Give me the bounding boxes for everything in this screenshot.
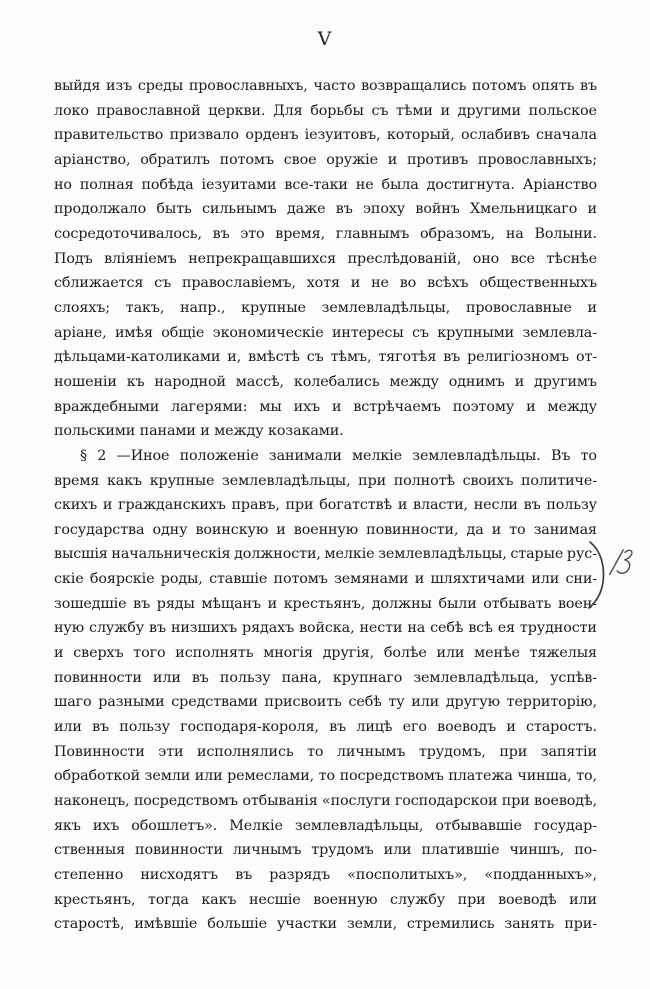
text-line: сосредоточивалось, въ это время, главнымъ образомъ, на Волыни. [54, 225, 597, 242]
text-line: наконецъ, посредствомъ отбыванія «послуги господарскои при воеводѣ, [54, 793, 597, 810]
text-line: государства одну воинскую и военную повинности, да и то занимая [54, 521, 597, 538]
text-block [54, 74, 597, 942]
text-line: выйдя изъ среды провославныхъ, часто возвращались потомъ опять въ [54, 78, 597, 94]
text-line: крестьянъ, тогда какъ несшіе военную службу при воеводѣ или [54, 891, 597, 908]
text-line: Подъ вліяніемъ непрекращавшихся преслѣдованій, оно все тѣснѣе [54, 250, 597, 267]
page-number: V [317, 28, 334, 50]
text-line: время какъ крупные землевладѣльцы, при полнотѣ своихъ политиче- [54, 472, 597, 489]
text-line: Повинности эти исполнялись то личнымъ трудомъ, при запятіи [54, 743, 597, 760]
text-line: скіе боярскіе роды, ставшіе потомъ земянами и шляхтичами или сни- [54, 571, 597, 588]
text-line: аріане, имѣя общіе экономическіе интересы съ крупными землевла- [54, 324, 597, 341]
text-line: ную службу въ низшихъ рядахъ войска, нести на себѣ всѣ ея трудности [54, 620, 597, 637]
text-line: повинности или въ пользу пана, крупнаго землевладѣльца, успѣв- [54, 669, 597, 686]
text-line: § 2 —Иное положеніе занимали мелкіе землевладѣльцы. Въ то [80, 447, 597, 464]
text-line: аріанство, обратилъ потомъ свое оружіе и противъ провославныхъ; [54, 151, 597, 168]
text-line: правительство призвало орденъ іезуитовъ, который, ослабивъ сначала [54, 127, 597, 144]
text-line: старостѣ, имѣвшіе большіе участки земли, стремились занять при- [54, 916, 597, 933]
text-line: польскими панами и между козаками. [54, 423, 344, 440]
text-line: и сверхъ того исполнять многія другія, болѣе или менѣе тяжелыя [54, 645, 597, 662]
text-line: слояхъ; такъ, напр., крупные землевладѣльцы, провославные и [54, 299, 597, 316]
text-line: зошедшіе въ ряды мѣщанъ и крестьянъ, должны были отбывать воен- [54, 595, 597, 612]
text-line: враждебными лагерями: мы ихъ и встрѣчаемъ поэтому и между [54, 398, 597, 415]
text-line: скихъ и гражданскихъ правъ, при богатствѣ и власти, несли въ пользу [54, 497, 597, 514]
text-line: ношеніи къ народной массѣ, колебались между однимъ и другимъ [54, 373, 597, 390]
text-line: сближается съ православіемъ, хотя и не во всѣхъ общественныхъ [54, 275, 597, 292]
text-line: но полная побѣда іезуитами все-таки не была достигнута. Аріанство [54, 176, 597, 193]
text-line: дѣльцами-католиками и, вмѣстѣ съ тѣмъ, тяготѣя въ религіозномъ от- [54, 349, 597, 366]
text-line: якъ ихъ обошлетъ». Мелкіе землевладѣльцы, отбывавшіе государ- [54, 817, 597, 834]
text-line: шаго разными средствами присвоить себѣ ту или другую территорію, [54, 694, 597, 711]
text-line: продолжало быть сильнымъ даже въ эпоху войнъ Хмельницкаго и [54, 201, 597, 218]
text-line: или въ пользу господаря-короля, въ лицѣ его воеводъ и старостъ. [54, 719, 597, 736]
text-line: обработкой земли или ремеслами, то посредствомъ платежа чинша, то, [54, 768, 597, 785]
text-line: локо православной церкви. Для борьбы съ тѣми и другими польское [54, 102, 597, 119]
text-line: высшія начальническія должности, мелкіе землевладѣльцы, старые рус- [54, 546, 597, 563]
text-line: степенно нисходятъ въ разрядъ «посполитыхъ», «подданныхъ», [54, 867, 597, 883]
text-line: ственныя повинности личнымъ трудомъ или платившіе чиншъ, по- [54, 842, 597, 859]
